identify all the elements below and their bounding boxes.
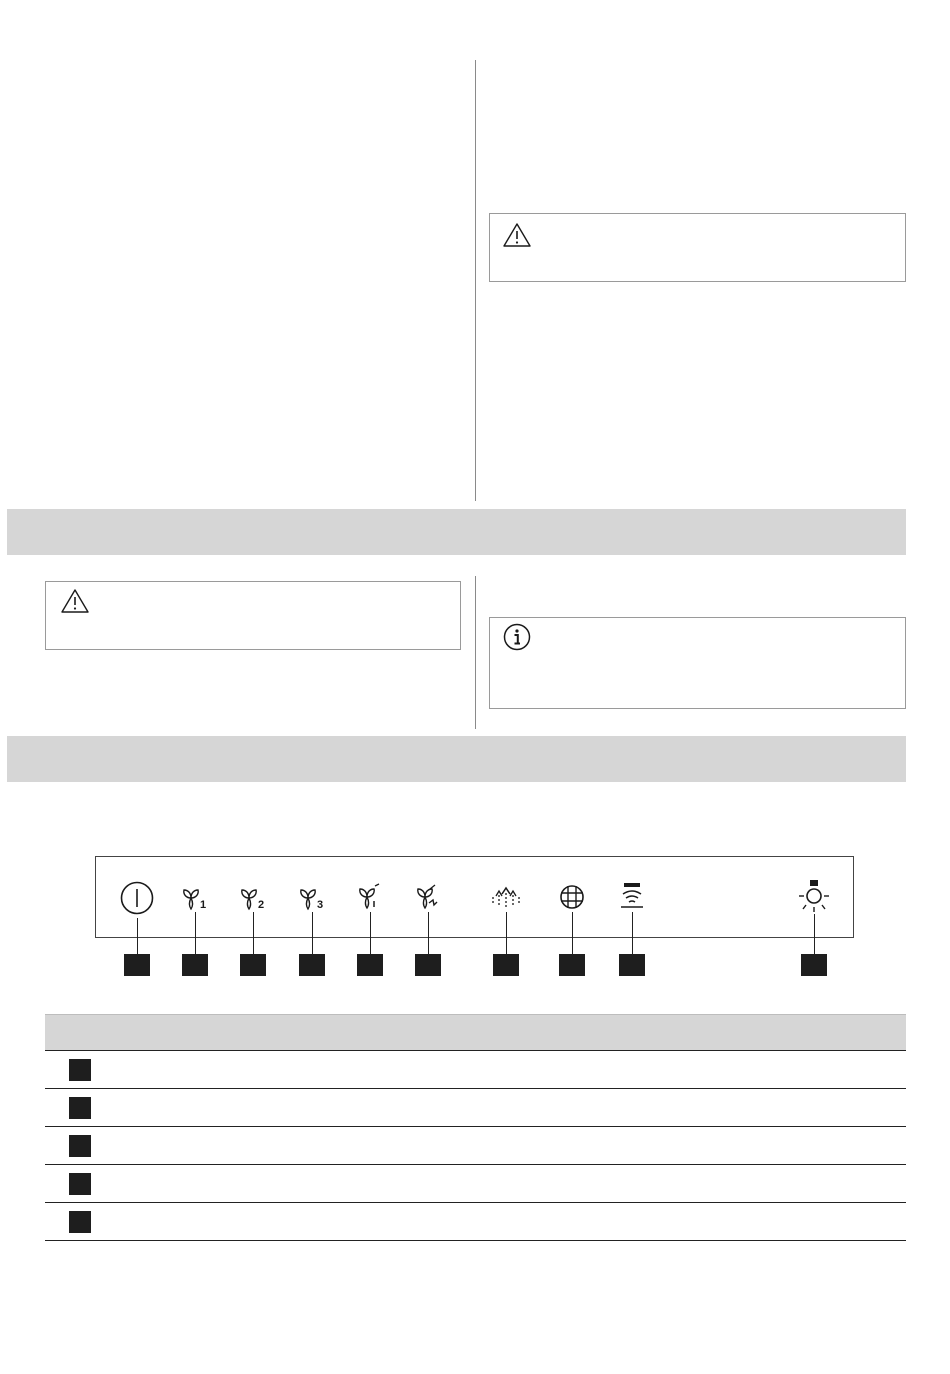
table-row — [45, 1165, 906, 1203]
hob2hood-icon — [618, 881, 646, 911]
callout-marker — [240, 954, 266, 976]
leader-line — [195, 912, 196, 954]
column-divider-middle — [475, 576, 476, 729]
warning-notice-top — [489, 213, 906, 282]
table-row — [45, 1051, 906, 1089]
table-header — [45, 1014, 906, 1051]
callout-marker — [801, 954, 827, 976]
leader-line — [632, 912, 633, 954]
svg-text:1: 1 — [200, 899, 207, 911]
callout-marker — [124, 954, 150, 976]
table-row — [45, 1127, 906, 1165]
warning-notice-middle — [45, 581, 461, 650]
leader-line — [428, 912, 429, 954]
breeze-icon — [490, 883, 522, 911]
power-icon — [119, 880, 155, 916]
leader-line — [253, 912, 254, 954]
table-row — [45, 1203, 906, 1241]
callout-marker — [619, 954, 645, 976]
grid-icon — [558, 883, 586, 911]
callout-marker — [415, 954, 441, 976]
warning-triangle-icon — [502, 222, 532, 248]
row-marker — [69, 1211, 91, 1233]
light-icon — [797, 878, 831, 914]
leader-line — [506, 912, 507, 954]
row-marker — [69, 1097, 91, 1119]
svg-text:2: 2 — [258, 899, 265, 911]
leader-line — [814, 914, 815, 954]
row-marker — [69, 1173, 91, 1195]
callout-marker — [493, 954, 519, 976]
fan-speed-3-icon — [297, 886, 327, 912]
column-divider-top — [475, 60, 476, 501]
callout-marker — [357, 954, 383, 976]
fan-boost-icon — [413, 883, 443, 911]
leader-line — [312, 912, 313, 954]
fan-speed-2-icon — [238, 886, 268, 912]
warning-triangle-icon — [60, 588, 90, 614]
callout-marker — [299, 954, 325, 976]
info-circle-icon — [502, 622, 532, 652]
table-row — [45, 1089, 906, 1127]
callout-marker — [182, 954, 208, 976]
section-header-band-1 — [7, 509, 906, 555]
info-notice — [489, 617, 906, 709]
leader-line — [137, 918, 138, 954]
leader-line — [572, 912, 573, 954]
row-marker — [69, 1135, 91, 1157]
callout-marker — [559, 954, 585, 976]
leader-line — [370, 912, 371, 954]
fan-intensive-icon — [355, 883, 385, 911]
fan-speed-1-icon — [180, 886, 210, 912]
section-header-band-2 — [7, 736, 906, 782]
svg-text:3: 3 — [317, 899, 324, 911]
row-marker — [69, 1059, 91, 1081]
